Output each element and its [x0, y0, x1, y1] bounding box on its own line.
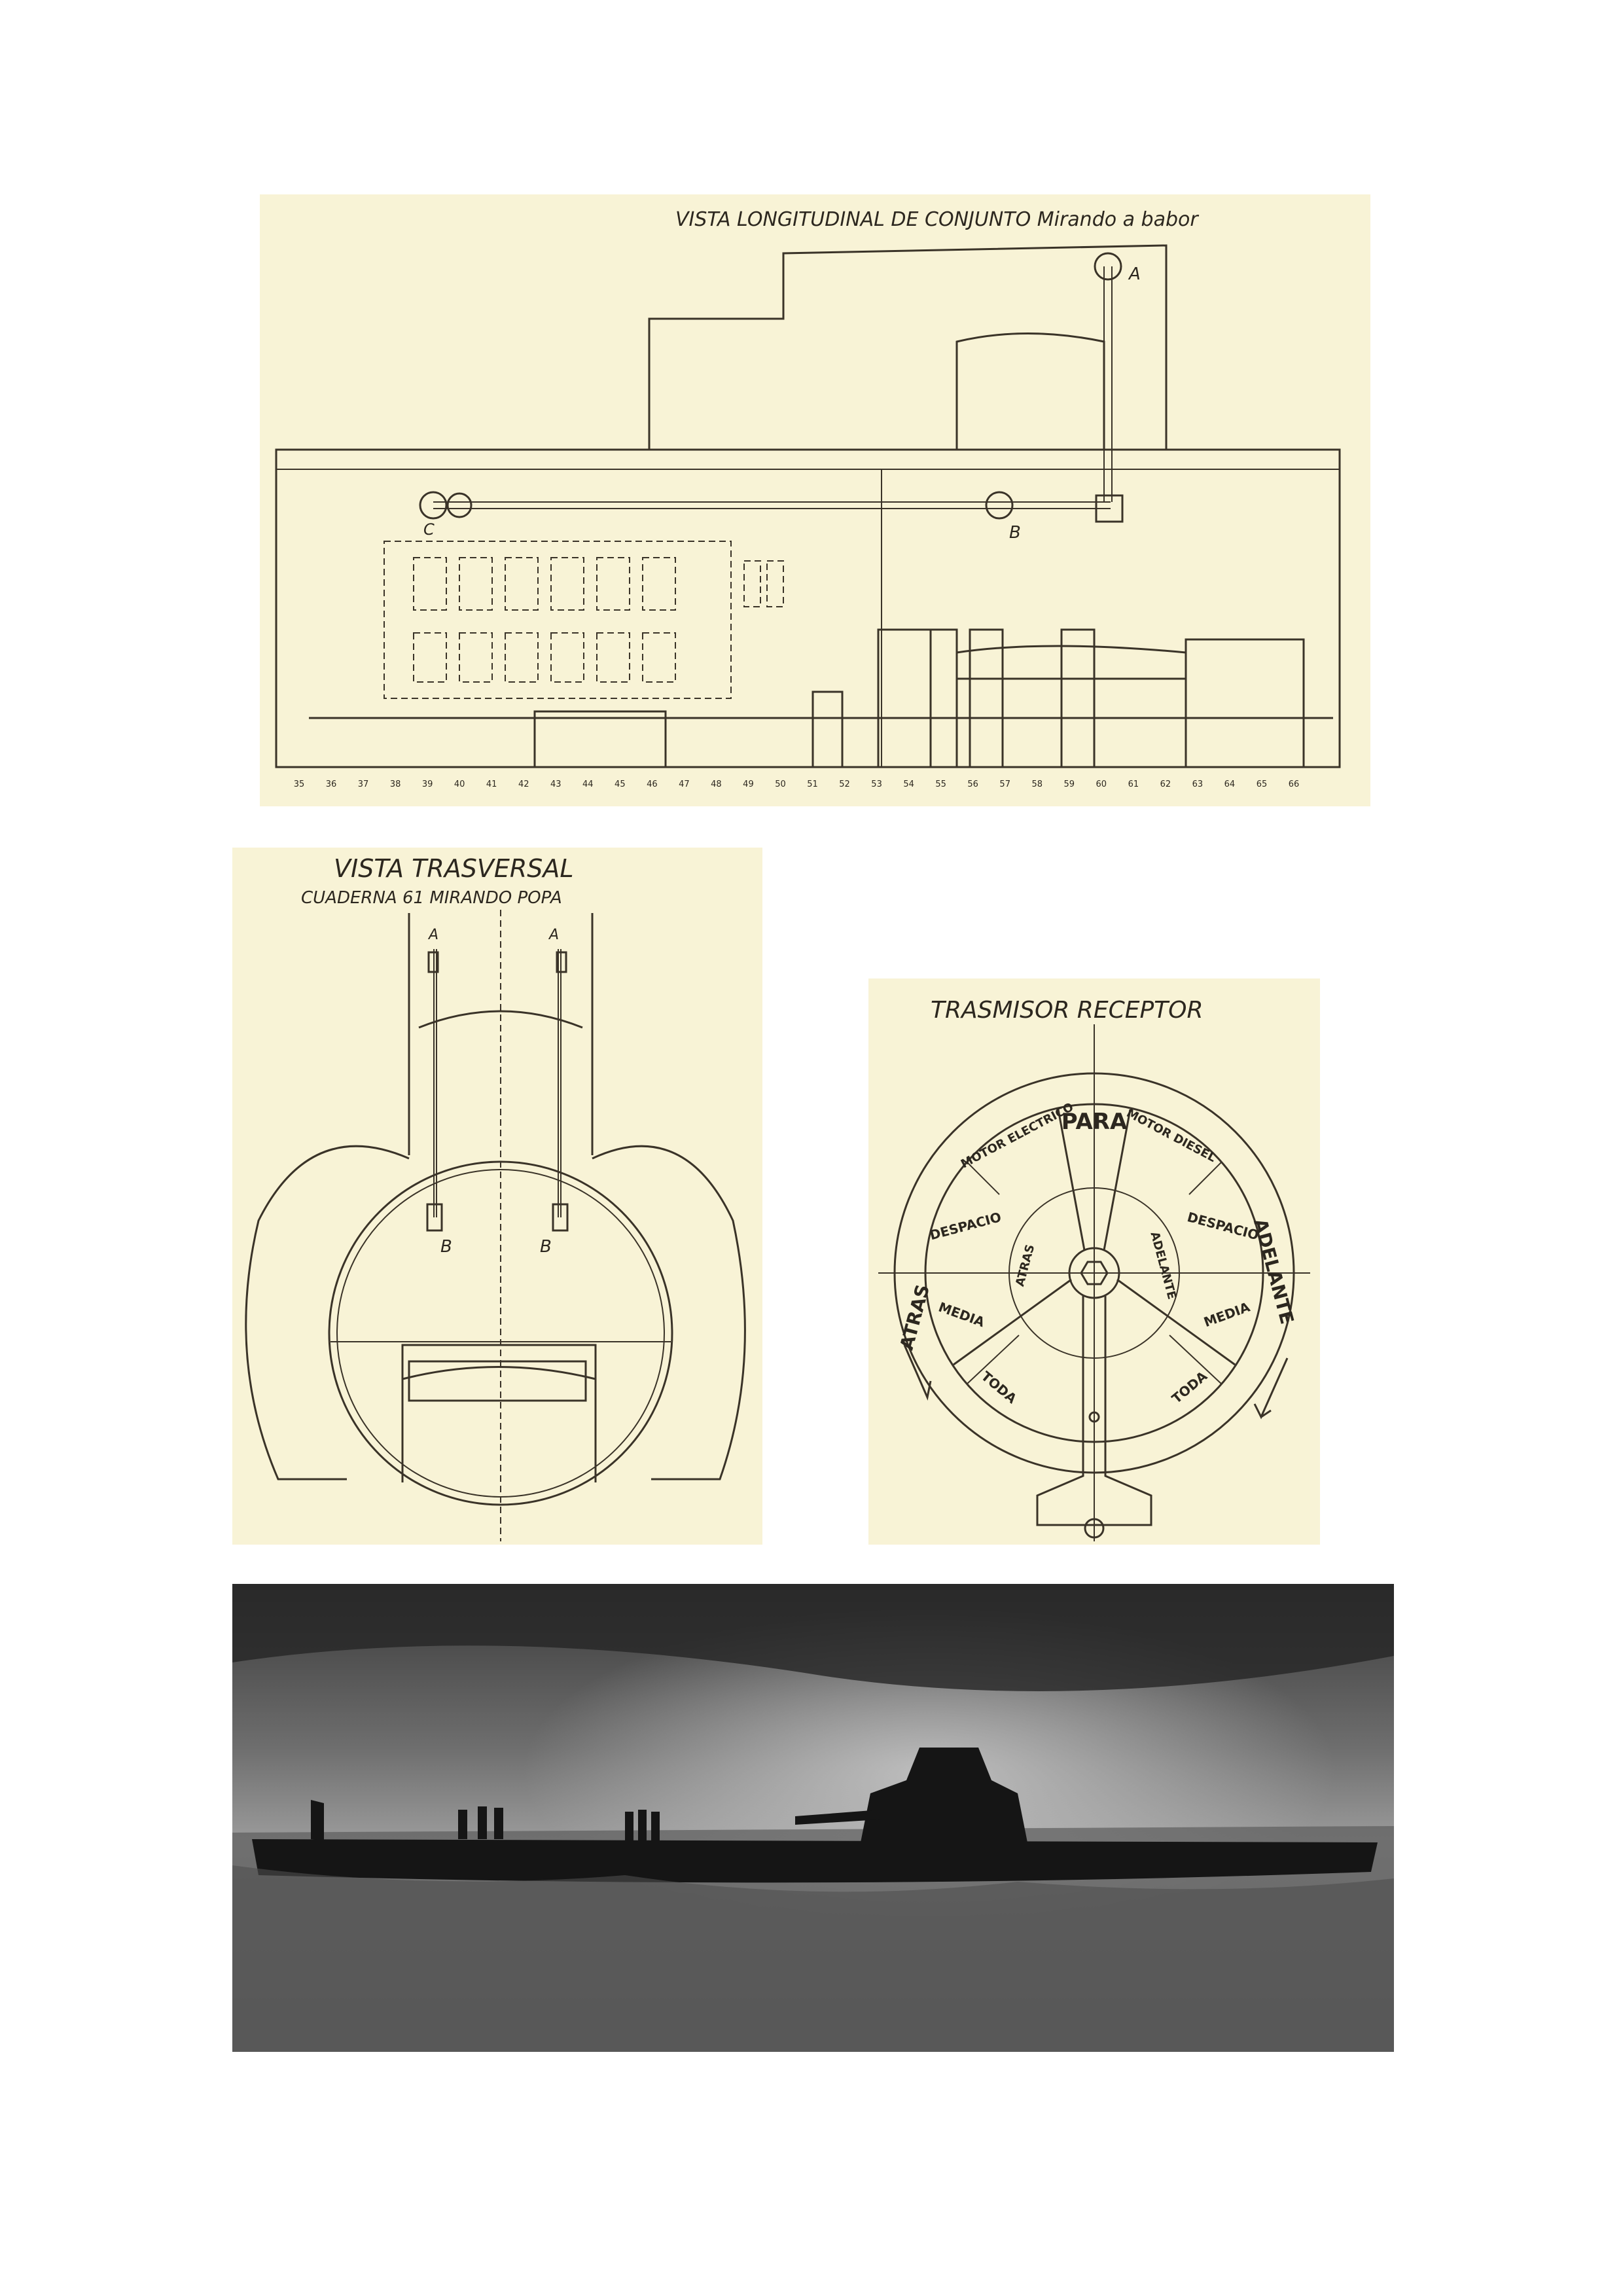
conning-tower-outline: [649, 245, 1166, 450]
dial-crosshair: [878, 1024, 1310, 1541]
transmitter-c-icon: [420, 492, 446, 518]
frame-number: 47: [679, 780, 690, 789]
frame-number: 65: [1256, 780, 1268, 789]
aft-block: [1186, 639, 1304, 767]
frame-number: 62: [1160, 780, 1171, 789]
frame-number: 35: [293, 780, 305, 789]
frame-number: 38: [389, 780, 401, 789]
rim-adelante: ADELANTE: [1249, 1216, 1298, 1327]
sector-adelante: ADELANTE: [1147, 1230, 1179, 1301]
sector-despacio-left: DESPACIO: [927, 1209, 1003, 1244]
frame-number: 45: [615, 780, 626, 789]
transverse-title: VISTA TRASVERSAL: [334, 854, 574, 883]
upper-tank: [957, 334, 1104, 450]
frame-number: 63: [1192, 780, 1204, 789]
frame-number: 50: [775, 780, 786, 789]
label-a-right: A: [549, 927, 560, 943]
longitudinal-drawing: [260, 194, 1370, 806]
dial-para: PARA: [1061, 1109, 1128, 1135]
frame-number: 56: [967, 780, 978, 789]
sector-atras: ATRAS: [1013, 1243, 1038, 1288]
frame-number: 66: [1288, 780, 1300, 789]
arrow-astern-icon: [904, 1345, 931, 1397]
submarine-photo: [232, 1584, 1394, 2052]
sector-despacio-right: DESPACIO: [1185, 1209, 1261, 1244]
frame-number: 55: [935, 780, 946, 789]
submarine-hull: [252, 1839, 1378, 1882]
telegraph-dial-drawing: [868, 978, 1320, 1545]
label-b: B: [1009, 523, 1021, 543]
frame-number: 40: [454, 780, 465, 789]
frame-number: 58: [1031, 780, 1043, 789]
frame-number: 48: [711, 780, 722, 789]
sector-media-right: MEDIA: [1202, 1299, 1253, 1331]
longitudinal-view-panel: [260, 194, 1370, 806]
rim-atras: ATRAS: [895, 1282, 934, 1353]
transmitter-c2-icon: [448, 493, 471, 517]
casing-arch: [402, 1367, 596, 1380]
frame-number: 59: [1063, 780, 1075, 789]
frame-number: 41: [486, 780, 497, 789]
frame-number: 49: [743, 780, 754, 789]
sector-media-left: MEDIA: [936, 1299, 987, 1331]
frame-number: 57: [999, 780, 1010, 789]
sector-toda-left: TODA: [978, 1368, 1020, 1407]
label-a: A: [1129, 264, 1141, 284]
frame-number: 37: [357, 780, 369, 789]
motor-cover: [957, 646, 1186, 679]
foundation-block-2: [813, 692, 842, 767]
frame-number: 46: [647, 780, 658, 789]
vertical-shaft: [1104, 266, 1112, 502]
transverse-view-panel: [232, 848, 762, 1545]
ballast-tank-right: [592, 1146, 745, 1479]
submarine-photo-icon: [232, 1584, 1394, 2052]
frame-number: 61: [1128, 780, 1139, 789]
motor-stand-right: [1061, 630, 1094, 767]
frame-number: 64: [1224, 780, 1236, 789]
transverse-subtitle: CUADERNA 61 MIRANDO POPA: [301, 888, 562, 908]
tank-block: [878, 630, 931, 767]
sector-motor-diesel: MOTOR DIESEL: [1124, 1106, 1219, 1165]
diesel-engine: [384, 541, 783, 698]
sector-motor-electrico: MOTOR ELECTRICO: [958, 1100, 1076, 1172]
frame-number: 39: [421, 780, 433, 789]
dial-title: TRASMISOR RECEPTOR: [931, 997, 1204, 1024]
frame-number: 36: [325, 780, 337, 789]
frame-number: 44: [582, 780, 594, 789]
horizontal-shaft: [433, 502, 1111, 509]
frame-number: 54: [903, 780, 914, 789]
telegraph-dial-panel: [868, 978, 1320, 1545]
frame-number: 42: [518, 780, 529, 789]
hull-box: [276, 450, 1340, 767]
label-a-left: A: [429, 927, 439, 943]
transmitter-a-icon: [1095, 253, 1121, 279]
ballast-tank-left: [246, 1146, 409, 1479]
foundation-block: [535, 711, 666, 767]
frame-number: 51: [807, 780, 818, 789]
inner-casing: [402, 1345, 596, 1482]
transverse-drawing: [232, 848, 762, 1545]
frame-number-row: [294, 780, 1300, 789]
sector-toda-right: TODA: [1168, 1368, 1211, 1407]
frame-number: 53: [871, 780, 882, 789]
frame-number: 52: [839, 780, 850, 789]
frame-number: 43: [550, 780, 562, 789]
tank-block-2: [931, 630, 957, 767]
longitudinal-title: VISTA LONGITUDINAL DE CONJUNTO Mirando a babor: [675, 208, 1198, 231]
frame-number: 60: [1096, 780, 1107, 789]
label-b-left: B: [440, 1237, 452, 1257]
label-c: C: [423, 520, 435, 539]
receiver-b-icon: [986, 492, 1012, 518]
label-b-right: B: [540, 1237, 552, 1257]
